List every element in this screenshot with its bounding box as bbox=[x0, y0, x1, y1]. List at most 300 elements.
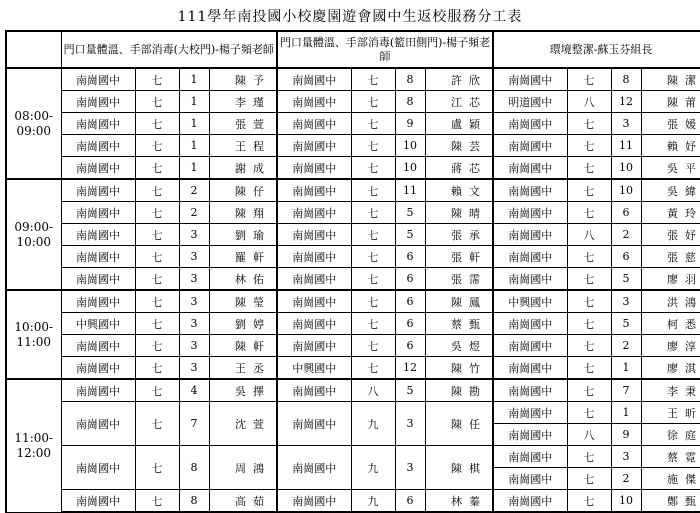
class-cell: 2 bbox=[179, 179, 209, 202]
class-cell: 1 bbox=[179, 135, 209, 157]
surname-cell: 王 bbox=[209, 135, 249, 157]
time-slot-label: 08:00- bbox=[14, 108, 54, 123]
class-cell: 6 bbox=[395, 335, 425, 357]
given-name-cell: 竹 bbox=[465, 357, 493, 380]
header-gate-main: 門口量體溫、手部消毒(大校門)-楊子頻老師 bbox=[61, 31, 277, 68]
school-cell: 南崗國中 bbox=[493, 490, 567, 513]
class-cell: 5 bbox=[611, 268, 641, 291]
school-cell: 南崗國中 bbox=[61, 246, 135, 268]
grade-cell: 七 bbox=[567, 113, 611, 135]
school-cell: 南崗國中 bbox=[61, 202, 135, 224]
surname-cell: 張 bbox=[641, 113, 681, 135]
school-cell: 中興國中 bbox=[61, 313, 135, 335]
surname-cell: 林 bbox=[425, 490, 465, 513]
given-name-cell: 程 bbox=[249, 135, 277, 157]
class-cell: 1 bbox=[179, 157, 209, 180]
given-name-cell: 傑 bbox=[681, 468, 700, 490]
given-name-cell: 丞 bbox=[249, 357, 277, 380]
given-name-cell: 晴 bbox=[465, 202, 493, 224]
surname-cell: 陳 bbox=[425, 135, 465, 157]
class-cell: 10 bbox=[611, 157, 641, 180]
school-cell: 南崗國中 bbox=[277, 91, 351, 113]
grade-cell: 七 bbox=[135, 68, 179, 91]
grade-cell: 八 bbox=[567, 424, 611, 446]
school-cell: 南崗國中 bbox=[277, 335, 351, 357]
class-cell: 3 bbox=[179, 357, 209, 380]
given-name-cell: 悉 bbox=[681, 313, 700, 335]
given-name-cell: 婷 bbox=[249, 313, 277, 335]
given-name-cell: 平 bbox=[681, 157, 700, 180]
school-cell: 南崗國中 bbox=[493, 468, 567, 490]
school-cell: 南崗國中 bbox=[61, 135, 135, 157]
school-cell: 南崗國中 bbox=[277, 179, 351, 202]
class-cell: 6 bbox=[611, 202, 641, 224]
grade-cell: 七 bbox=[351, 91, 395, 113]
grade-cell: 七 bbox=[351, 224, 395, 246]
class-cell: 6 bbox=[395, 246, 425, 268]
grade-cell: 七 bbox=[351, 313, 395, 335]
grade-cell: 七 bbox=[135, 268, 179, 291]
surname-cell: 張 bbox=[209, 113, 249, 135]
grade-cell: 七 bbox=[351, 246, 395, 268]
grade-cell: 七 bbox=[567, 246, 611, 268]
class-cell: 10 bbox=[611, 179, 641, 202]
time-slot-label: 09:00 bbox=[16, 123, 52, 138]
surname-cell: 陳 bbox=[425, 357, 465, 380]
grade-cell: 七 bbox=[567, 268, 611, 291]
class-cell: 3 bbox=[611, 290, 641, 313]
class-cell: 2 bbox=[611, 224, 641, 246]
table-row bbox=[6, 379, 700, 402]
school-cell: 南崗國中 bbox=[493, 179, 567, 202]
table-row bbox=[6, 135, 700, 157]
surname-cell: 李 bbox=[209, 91, 249, 113]
given-name-cell: 承 bbox=[465, 224, 493, 246]
class-cell: 2 bbox=[611, 335, 641, 357]
grade-cell: 七 bbox=[135, 135, 179, 157]
class-cell: 10 bbox=[395, 135, 425, 157]
table-row bbox=[6, 179, 700, 202]
header-gate-side: 門口量體溫、手部消毒(籃田側門)-楊子頻老師 bbox=[277, 31, 493, 68]
surname-cell: 林 bbox=[209, 268, 249, 291]
class-cell: 7 bbox=[179, 402, 209, 446]
time-slot-label: 11:00 bbox=[16, 334, 52, 349]
class-cell: 8 bbox=[395, 68, 425, 91]
class-cell: 9 bbox=[395, 113, 425, 135]
table-row bbox=[6, 246, 700, 268]
given-name-cell: 妤 bbox=[681, 135, 700, 157]
surname-cell: 吳 bbox=[641, 157, 681, 180]
class-cell: 8 bbox=[179, 490, 209, 513]
class-cell: 1 bbox=[611, 357, 641, 380]
surname-cell: 陳 bbox=[209, 202, 249, 224]
given-name-cell: 淇 bbox=[681, 357, 700, 380]
surname-cell: 許 bbox=[425, 68, 465, 91]
surname-cell: 陳 bbox=[425, 446, 465, 490]
given-name-cell: 緯 bbox=[681, 179, 700, 202]
given-name-cell: 軒 bbox=[465, 246, 493, 268]
given-name-cell: 軒 bbox=[249, 335, 277, 357]
grade-cell: 七 bbox=[135, 113, 179, 135]
given-name-cell: 軒 bbox=[249, 246, 277, 268]
class-cell: 9 bbox=[611, 424, 641, 446]
class-cell: 6 bbox=[395, 268, 425, 291]
surname-cell: 施 bbox=[641, 468, 681, 490]
school-cell: 中興國中 bbox=[277, 357, 351, 380]
grade-cell: 七 bbox=[135, 490, 179, 513]
grade-cell: 七 bbox=[135, 290, 179, 313]
grade-cell: 七 bbox=[351, 135, 395, 157]
surname-cell: 王 bbox=[641, 402, 681, 424]
class-cell: 10 bbox=[611, 490, 641, 513]
table-row bbox=[6, 290, 700, 313]
table-row bbox=[6, 490, 700, 513]
grade-cell: 八 bbox=[567, 91, 611, 113]
class-cell: 6 bbox=[395, 490, 425, 513]
class-cell: 3 bbox=[179, 268, 209, 291]
school-cell: 南崗國中 bbox=[493, 313, 567, 335]
surname-cell: 洪 bbox=[641, 290, 681, 313]
class-cell: 6 bbox=[611, 246, 641, 268]
school-cell: 南崗國中 bbox=[61, 224, 135, 246]
school-cell: 南崗國中 bbox=[277, 490, 351, 513]
grade-cell: 七 bbox=[135, 246, 179, 268]
surname-cell: 王 bbox=[209, 357, 249, 380]
surname-cell: 張 bbox=[641, 246, 681, 268]
grade-cell: 七 bbox=[567, 135, 611, 157]
school-cell: 南崗國中 bbox=[493, 113, 567, 135]
table-row bbox=[6, 202, 700, 224]
school-cell: 南崗國中 bbox=[277, 246, 351, 268]
given-name-cell: 欣 bbox=[465, 68, 493, 91]
school-cell: 南崗國中 bbox=[277, 68, 351, 91]
school-cell: 南崗國中 bbox=[277, 402, 351, 446]
time-slot-label: 10:00 bbox=[16, 234, 52, 249]
school-cell: 南崗國中 bbox=[493, 379, 567, 402]
grade-cell: 七 bbox=[351, 357, 395, 380]
surname-cell: 陳 bbox=[425, 290, 465, 313]
class-cell: 3 bbox=[179, 313, 209, 335]
school-cell: 南崗國中 bbox=[61, 179, 135, 202]
school-cell: 南崗國中 bbox=[277, 157, 351, 180]
time-slot-cell bbox=[6, 68, 61, 179]
school-cell: 明道國中 bbox=[493, 91, 567, 113]
given-name-cell: 霓 bbox=[681, 446, 700, 468]
surname-cell: 江 bbox=[425, 91, 465, 113]
school-cell: 南崗國中 bbox=[493, 357, 567, 380]
duty-table bbox=[5, 30, 700, 513]
surname-cell: 謝 bbox=[209, 157, 249, 180]
surname-cell: 廖 bbox=[641, 357, 681, 380]
surname-cell: 陳 bbox=[209, 290, 249, 313]
school-cell: 南崗國中 bbox=[61, 268, 135, 291]
school-cell: 南崗國中 bbox=[277, 202, 351, 224]
class-cell: 3 bbox=[395, 402, 425, 446]
grade-cell: 七 bbox=[567, 313, 611, 335]
class-cell: 5 bbox=[611, 313, 641, 335]
given-name-cell: 擇 bbox=[249, 379, 277, 402]
surname-cell: 陳 bbox=[641, 68, 681, 91]
surname-cell: 黃 bbox=[641, 202, 681, 224]
class-cell: 1 bbox=[179, 68, 209, 91]
grade-cell: 七 bbox=[135, 91, 179, 113]
given-name-cell: 穎 bbox=[465, 113, 493, 135]
given-name-cell: 霈 bbox=[465, 268, 493, 291]
surname-cell: 劉 bbox=[209, 313, 249, 335]
surname-cell: 吳 bbox=[641, 179, 681, 202]
given-name-cell: 慈 bbox=[681, 246, 700, 268]
grade-cell: 七 bbox=[567, 290, 611, 313]
school-cell: 南崗國中 bbox=[277, 446, 351, 490]
time-slot-label: 09:00- bbox=[14, 219, 54, 234]
class-cell: 1 bbox=[611, 402, 641, 424]
table-row bbox=[6, 268, 700, 291]
school-cell: 南崗國中 bbox=[61, 113, 135, 135]
surname-cell: 羅 bbox=[209, 246, 249, 268]
class-cell: 6 bbox=[395, 290, 425, 313]
given-name-cell: 茹 bbox=[249, 490, 277, 513]
given-name-cell: 翔 bbox=[249, 202, 277, 224]
class-cell: 5 bbox=[395, 224, 425, 246]
given-name-cell: 昕 bbox=[681, 402, 700, 424]
school-cell: 南崗國中 bbox=[61, 335, 135, 357]
class-cell: 3 bbox=[395, 446, 425, 490]
grade-cell: 七 bbox=[135, 202, 179, 224]
school-cell: 南崗國中 bbox=[277, 224, 351, 246]
given-name-cell: 淳 bbox=[681, 335, 700, 357]
grade-cell: 八 bbox=[351, 379, 395, 402]
given-name-cell: 文 bbox=[465, 179, 493, 202]
table-row bbox=[6, 313, 700, 335]
class-cell: 12 bbox=[611, 91, 641, 113]
school-cell: 南崗國中 bbox=[493, 402, 567, 424]
given-name-cell: 萱 bbox=[249, 113, 277, 135]
table-row bbox=[6, 357, 700, 380]
class-cell: 2 bbox=[179, 202, 209, 224]
time-slot-cell bbox=[6, 379, 61, 512]
given-name-cell: 鴻 bbox=[681, 290, 700, 313]
given-name-cell: 仔 bbox=[249, 179, 277, 202]
surname-cell: 李 bbox=[641, 379, 681, 402]
grade-cell: 七 bbox=[567, 490, 611, 513]
surname-cell: 廖 bbox=[641, 335, 681, 357]
school-cell: 南崗國中 bbox=[277, 135, 351, 157]
grade-cell: 九 bbox=[351, 490, 395, 513]
grade-cell: 七 bbox=[135, 335, 179, 357]
table-row bbox=[6, 335, 700, 357]
grade-cell: 七 bbox=[567, 157, 611, 180]
surname-cell: 陳 bbox=[425, 379, 465, 402]
time-slot-label: 11:00- bbox=[14, 430, 54, 445]
surname-cell: 陳 bbox=[209, 68, 249, 91]
given-name-cell: 鳳 bbox=[465, 290, 493, 313]
surname-cell: 高 bbox=[209, 490, 249, 513]
school-cell: 南崗國中 bbox=[493, 446, 567, 468]
surname-cell: 賴 bbox=[425, 179, 465, 202]
grade-cell: 七 bbox=[567, 379, 611, 402]
surname-cell: 張 bbox=[641, 224, 681, 246]
surname-cell: 蔣 bbox=[425, 157, 465, 180]
grade-cell: 七 bbox=[135, 446, 179, 490]
grade-cell: 七 bbox=[567, 202, 611, 224]
surname-cell: 徐 bbox=[641, 424, 681, 446]
given-name-cell: 甄 bbox=[681, 490, 700, 513]
grade-cell: 七 bbox=[567, 446, 611, 468]
grade-cell: 七 bbox=[567, 68, 611, 91]
school-cell: 南崗國中 bbox=[277, 379, 351, 402]
given-name-cell: 芯 bbox=[465, 157, 493, 180]
surname-cell: 廖 bbox=[641, 268, 681, 291]
table-row bbox=[6, 224, 700, 246]
class-cell: 4 bbox=[179, 379, 209, 402]
given-name-cell: 秉 bbox=[681, 379, 700, 402]
grade-cell: 七 bbox=[567, 402, 611, 424]
surname-cell: 陳 bbox=[209, 179, 249, 202]
given-name-cell: 勘 bbox=[465, 379, 493, 402]
table-row bbox=[6, 402, 700, 424]
class-cell: 7 bbox=[611, 379, 641, 402]
grade-cell: 七 bbox=[135, 357, 179, 380]
table-body bbox=[6, 68, 700, 512]
grade-cell: 七 bbox=[351, 335, 395, 357]
surname-cell: 周 bbox=[209, 446, 249, 490]
given-name-cell: 羽 bbox=[681, 268, 700, 291]
surname-cell: 劉 bbox=[209, 224, 249, 246]
grade-cell: 七 bbox=[351, 113, 395, 135]
table-row bbox=[6, 446, 700, 468]
given-name-cell: 棋 bbox=[465, 446, 493, 490]
school-cell: 南崗國中 bbox=[61, 446, 135, 490]
given-name-cell: 莆 bbox=[681, 91, 700, 113]
grade-cell: 七 bbox=[567, 468, 611, 490]
school-cell: 南崗國中 bbox=[61, 68, 135, 91]
grade-cell: 七 bbox=[135, 179, 179, 202]
class-cell: 3 bbox=[611, 446, 641, 468]
grade-cell: 八 bbox=[567, 224, 611, 246]
class-cell: 3 bbox=[179, 246, 209, 268]
class-cell: 3 bbox=[179, 224, 209, 246]
class-cell: 11 bbox=[611, 135, 641, 157]
given-name-cell: 任 bbox=[465, 402, 493, 446]
surname-cell: 柯 bbox=[641, 313, 681, 335]
given-name-cell: 庭 bbox=[681, 424, 700, 446]
time-slot-cell bbox=[6, 179, 61, 290]
class-cell: 3 bbox=[179, 335, 209, 357]
page-title: 111學年南投國小校慶園遊會國中生返校服務分工表 bbox=[177, 9, 523, 25]
class-cell: 10 bbox=[395, 157, 425, 180]
given-name-cell: 甄 bbox=[465, 313, 493, 335]
school-cell: 南崗國中 bbox=[493, 135, 567, 157]
given-name-cell: 潔 bbox=[681, 68, 700, 91]
grade-cell: 七 bbox=[351, 179, 395, 202]
header-blank bbox=[6, 31, 61, 68]
school-cell: 中興國中 bbox=[493, 290, 567, 313]
surname-cell: 張 bbox=[425, 224, 465, 246]
grade-cell: 七 bbox=[135, 313, 179, 335]
table-row bbox=[6, 91, 700, 113]
class-cell: 5 bbox=[395, 379, 425, 402]
school-cell: 南崗國中 bbox=[61, 379, 135, 402]
surname-cell: 盧 bbox=[425, 113, 465, 135]
given-name-cell: 妤 bbox=[681, 224, 700, 246]
school-cell: 南崗國中 bbox=[493, 224, 567, 246]
school-cell: 南崗國中 bbox=[277, 113, 351, 135]
school-cell: 南崗國中 bbox=[61, 157, 135, 180]
class-cell: 8 bbox=[611, 68, 641, 91]
school-cell: 南崗國中 bbox=[61, 91, 135, 113]
school-cell: 南崗國中 bbox=[277, 290, 351, 313]
school-cell: 南崗國中 bbox=[277, 268, 351, 291]
time-slot-cell bbox=[6, 290, 61, 379]
given-name-cell: 芯 bbox=[465, 91, 493, 113]
time-slot-label: 10:00- bbox=[14, 319, 54, 334]
class-cell: 8 bbox=[179, 446, 209, 490]
grade-cell: 七 bbox=[351, 157, 395, 180]
surname-cell: 蔡 bbox=[641, 446, 681, 468]
table-row bbox=[6, 68, 700, 91]
class-cell: 11 bbox=[395, 179, 425, 202]
school-cell: 南崗國中 bbox=[493, 246, 567, 268]
school-cell: 南崗國中 bbox=[61, 290, 135, 313]
surname-cell: 沈 bbox=[209, 402, 249, 446]
class-cell: 2 bbox=[611, 468, 641, 490]
surname-cell: 蔡 bbox=[425, 313, 465, 335]
class-cell: 8 bbox=[395, 91, 425, 113]
grade-cell: 九 bbox=[351, 446, 395, 490]
class-cell: 3 bbox=[179, 290, 209, 313]
surname-cell: 張 bbox=[425, 246, 465, 268]
class-cell: 5 bbox=[395, 202, 425, 224]
surname-cell: 吳 bbox=[209, 379, 249, 402]
table-row bbox=[6, 157, 700, 180]
grade-cell: 七 bbox=[351, 290, 395, 313]
surname-cell: 陳 bbox=[641, 91, 681, 113]
grade-cell: 七 bbox=[351, 68, 395, 91]
given-name-cell: 瑩 bbox=[249, 290, 277, 313]
grade-cell: 七 bbox=[567, 357, 611, 380]
grade-cell: 七 bbox=[351, 202, 395, 224]
given-name-cell: 媛 bbox=[681, 113, 700, 135]
given-name-cell: 瑾 bbox=[249, 91, 277, 113]
surname-cell: 陳 bbox=[425, 402, 465, 446]
grade-cell: 七 bbox=[135, 402, 179, 446]
school-cell: 南崗國中 bbox=[493, 202, 567, 224]
grade-cell: 七 bbox=[351, 268, 395, 291]
surname-cell: 鄭 bbox=[641, 490, 681, 513]
given-name-cell: 萱 bbox=[249, 402, 277, 446]
header-cleaning: 環境整潔-蘇玉芬組長 bbox=[493, 31, 700, 68]
time-slot-label: 12:00 bbox=[16, 445, 52, 460]
school-cell: 南崗國中 bbox=[61, 357, 135, 380]
given-name-cell: 蓁 bbox=[465, 490, 493, 513]
grade-cell: 七 bbox=[135, 379, 179, 402]
given-name-cell: 鴻 bbox=[249, 446, 277, 490]
school-cell: 南崗國中 bbox=[493, 268, 567, 291]
class-cell: 1 bbox=[179, 113, 209, 135]
given-name-cell: 成 bbox=[249, 157, 277, 180]
given-name-cell: 玲 bbox=[681, 202, 700, 224]
school-cell: 南崗國中 bbox=[493, 335, 567, 357]
surname-cell: 張 bbox=[425, 268, 465, 291]
grade-cell: 七 bbox=[567, 335, 611, 357]
school-cell: 南崗國中 bbox=[493, 424, 567, 446]
grade-cell: 九 bbox=[351, 402, 395, 446]
grade-cell: 七 bbox=[135, 157, 179, 180]
school-cell: 南崗國中 bbox=[61, 490, 135, 513]
table-row bbox=[6, 113, 700, 135]
class-cell: 3 bbox=[611, 113, 641, 135]
class-cell: 1 bbox=[179, 91, 209, 113]
